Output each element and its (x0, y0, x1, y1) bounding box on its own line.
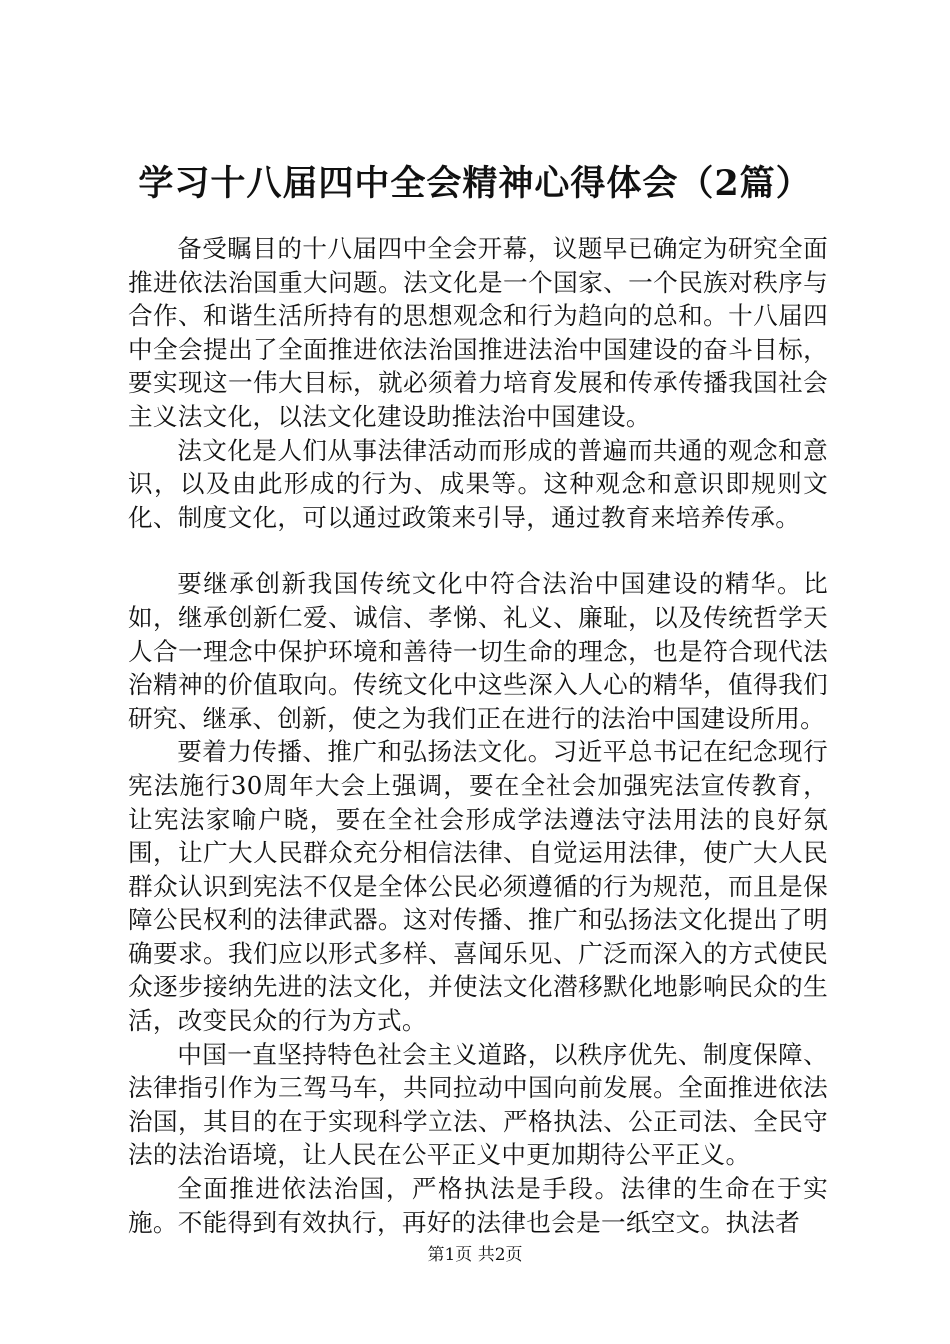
paragraph-5: 中国一直坚持特色社会主义道路，以秩序优先、制度保障、法律指引作为三驾马车，共同拉动中国向前发展。全面推进依法治国，其目的在于实现科学立法、严格执法、公正司法、全民守法的法治语境，让人民在公平正义中更加期待公平正义。 (128, 1039, 828, 1170)
page-footer: 第1页 共2页 (427, 1245, 523, 1265)
document-body (128, 232, 828, 1239)
document-title: 学习十八届四中全会精神心得体会（2篇） (138, 163, 812, 204)
paragraph-spacer (128, 534, 828, 567)
paragraph-4: 要着力传播、推广和弘扬法文化。习近平总书记在纪念现行宪法施行30周年大会上强调，要在全社会加强宪法宣传教育，让宪法家喻户晓，要在全社会形成学法遵法守法用法的良好氛围，让广大人民群众充分相信法律、自觉运用法律，使广大人民群众认识到宪法不仅是全体公民必须遵循的行为规范，而且是保障公民权利的法律武器。这对传播、推广和弘扬法文化提出了明确要求。我们应以形式多样、喜闻乐见、广泛而深入的方式使民众逐步接纳先进的法文化，并使法文化潜移默化地影响民众的生活，改变民众的行为方式。 (128, 737, 828, 1036)
paragraph-2: 法文化是人们从事法律活动而形成的普遍而共通的观念和意识，以及由此形成的行为、成果等。这种观念和意识即规则文化、制度文化，可以通过政策来引导，通过教育来培养传承。 (128, 435, 828, 532)
paragraph-6: 全面推进依法治国，严格执法是手段。法律的生命在于实施。不能得到有效执行，再好的法律也会是一纸空文。执法者 (128, 1174, 828, 1237)
paragraph-3: 要继承创新我国传统文化中符合法治中国建设的精华。比如，继承创新仁爱、诚信、孝悌、礼义、廉耻，以及传统哲学天人合一理念中保护环境和善待一切生命的理念，也是符合现代法治精神的价值取向。传统文化中这些深入人心的精华，值得我们研究、继承、创新，使之为我们正在进行的法治中国建设所用。 (128, 569, 828, 733)
paragraph-1: 备受瞩目的十八届四中全会开幕，议题早已确定为研究全面推进依法治国重大问题。法文化是一个国家、一个民族对秩序与合作、和谐生活所持有的思想观念和行为趋向的总和。十八届四中全会提出了全面推进依法治国推进法治中国建设的奋斗目标，要实现这一伟大目标，就必须着力培育发展和传承传播我国社会主义法文化，以法文化建设助推法治中国建设。 (128, 234, 828, 431)
